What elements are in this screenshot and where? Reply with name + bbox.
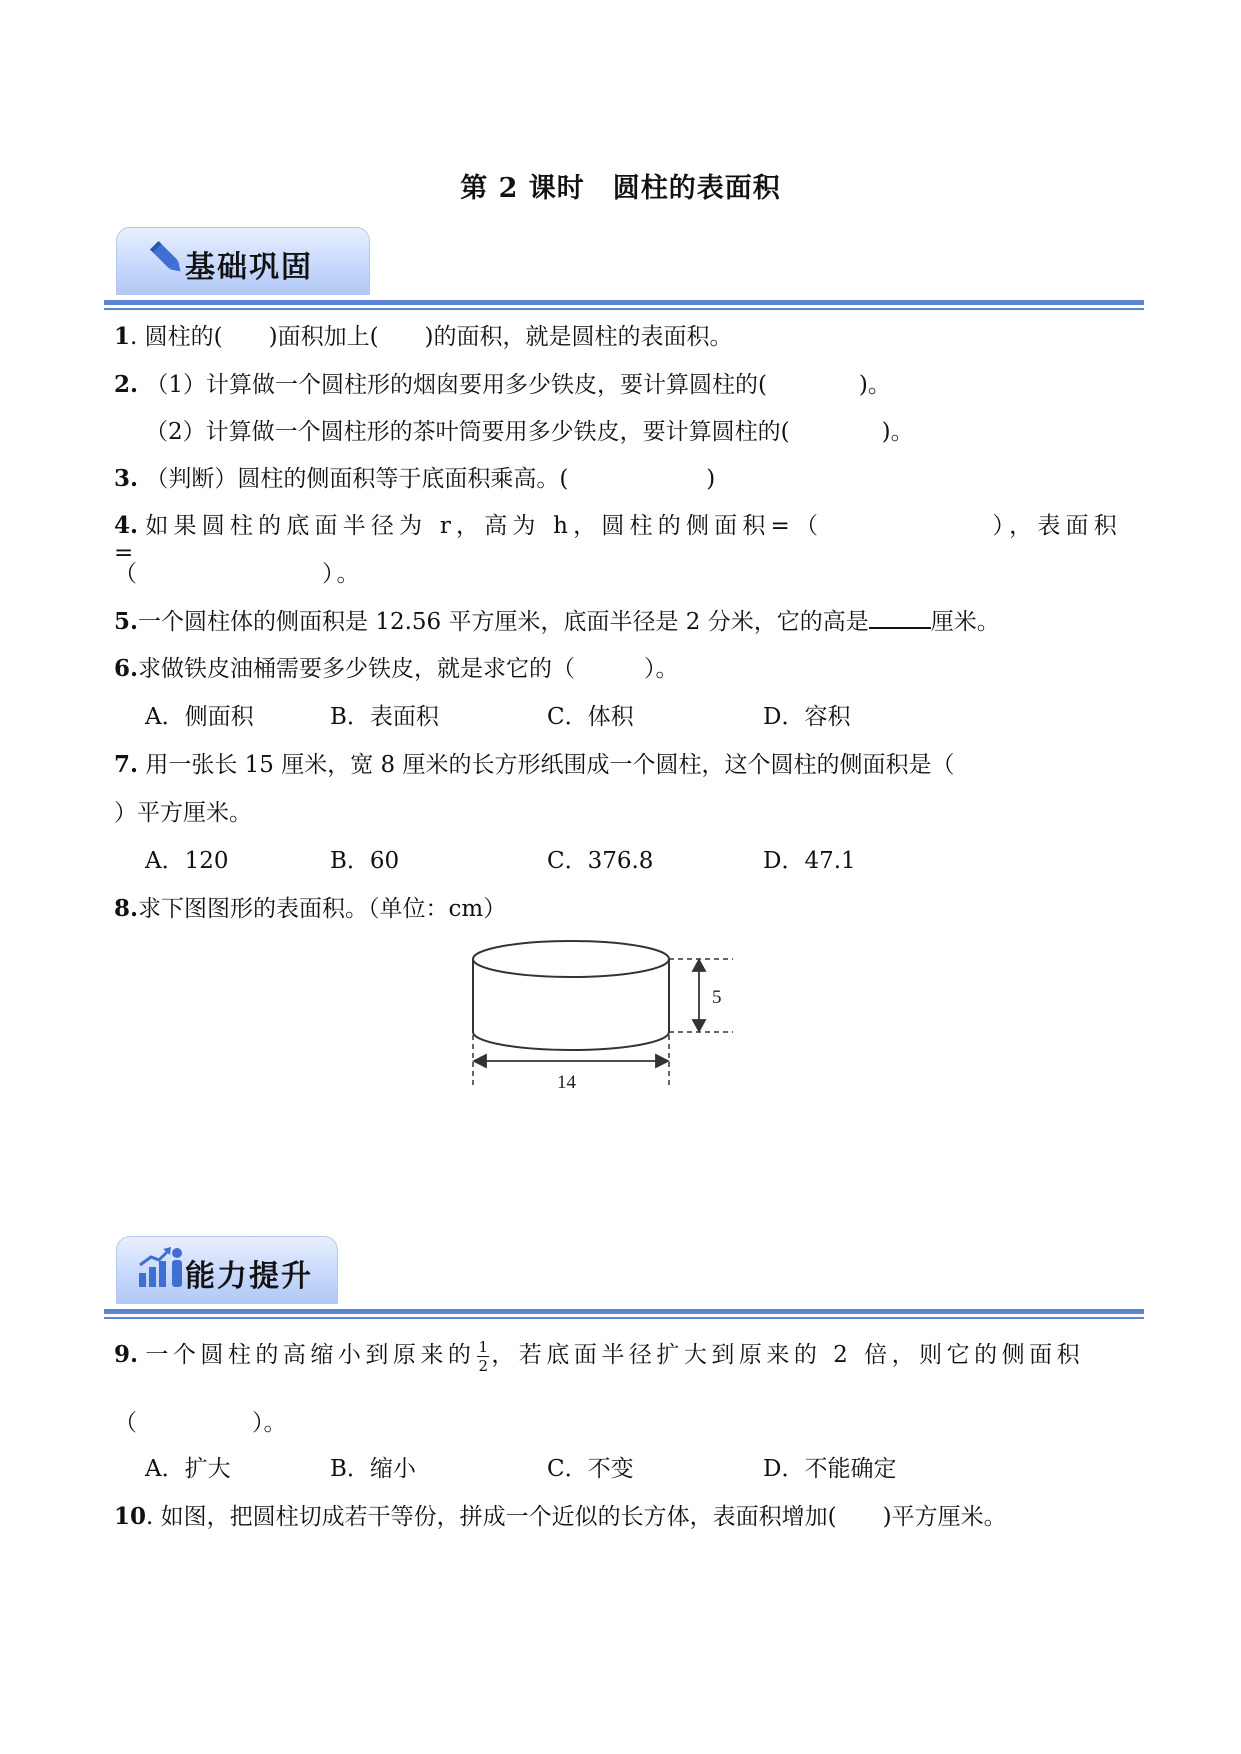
question-9-line-2: （ ）。 [114,1410,287,1436]
option-d: D．不能确定 [763,1456,897,1482]
section-divider [104,1309,1144,1319]
question-text: （1）计算做一个圆柱形的烟囱要用多少铁皮，要计算圆柱的( )。 [145,372,891,398]
question-text: 一个圆柱体的侧面积是 12.56 平方厘米，底面半径是 2 分米，它的高是 [138,609,869,635]
option-c: C．体积 [547,704,634,730]
diameter-label: 14 [557,1072,576,1093]
question-text-end: 厘米。 [930,609,1000,635]
question-number: 3. [114,465,139,492]
cylinder-figure [455,935,755,1095]
question-9 [114,1336,1084,1374]
section-banner-advanced [116,1236,338,1304]
option-c: C．376.8 [547,848,654,874]
question-text: . 如图，把圆柱切成若干等份，拼成一个近似的长方体，表面积增加( )平方厘米。 [146,1504,1007,1530]
question-2-part-2: （2）计算做一个圆柱形的茶叶筒要用多少铁皮，要计算圆柱的( )。 [145,419,914,445]
question-number: 4. [114,512,139,539]
question-text: 一个圆柱的高缩小到原来的 [145,1342,476,1368]
question-text: 如果圆柱的底面半径为 r，高为 h，圆柱的侧面积=（ ），表面积= [114,513,1122,566]
section-title-basic: 基础巩固 [185,250,313,285]
height-label: 5 [712,987,722,1008]
option-b: B．表面积 [330,704,439,730]
pencil-icon [147,238,187,278]
question-7 [114,746,954,779]
section-divider [104,300,1144,310]
question-number: 10 [114,1503,147,1530]
question-text: . 圆柱的( )面积加上( )的面积，就是圆柱的表面积。 [130,324,733,350]
question-4-line-2: （ ）。 [114,561,363,587]
question-number: 1 [114,323,131,350]
question-number: 7. [114,751,139,778]
option-a: A．侧面积 [145,704,254,730]
option-d: D．容积 [763,704,851,730]
question-8 [114,890,506,923]
cylinder-top-ellipse [473,941,669,977]
question-text: 求下图图形的表面积。（单位：cm） [138,896,507,922]
page-title: 第 2 课时 圆柱的表面积 [460,173,781,204]
question-5 [114,603,1000,636]
question-6 [114,650,679,683]
question-number: 9. [114,1341,139,1368]
option-b: B．60 [330,848,400,874]
question-number: 2. [114,371,139,398]
question-1 [114,318,733,351]
question-number: 6. [114,655,139,682]
question-10 [114,1498,1007,1531]
option-c: C．不变 [547,1456,634,1482]
question-3 [114,460,715,493]
fraction-one-half: $\frac{1}{2}$ [478,1337,489,1375]
question-text-cont: ，若底面半径扩大到原来的 2 倍，则它的侧面积 [491,1342,1085,1368]
growth-chart-icon [137,1245,187,1291]
question-number: 5. [114,608,139,635]
question-text: 用一张长 15 厘米，宽 8 厘米的长方形纸围成一个圆柱，这个圆柱的侧面积是（ [145,752,955,778]
answer-blank[interactable] [869,607,931,629]
option-a: A．120 [145,848,229,874]
question-text: 求做铁皮油桶需要多少铁皮，就是求它的（ ）。 [138,656,679,682]
question-2 [114,366,891,399]
option-a: A．扩大 [145,1456,231,1482]
section-title-advanced: 能力提升 [185,1259,313,1294]
cylinder-bottom-curve [473,1032,669,1050]
option-d: D．47.1 [763,848,856,874]
option-b: B．缩小 [330,1456,416,1482]
question-number: 8. [114,895,139,922]
question-7-line-2: ）平方厘米。 [114,800,252,826]
question-text: （判断）圆柱的侧面积等于底面积乘高。( ) [145,466,716,492]
section-banner-basic [116,227,370,295]
